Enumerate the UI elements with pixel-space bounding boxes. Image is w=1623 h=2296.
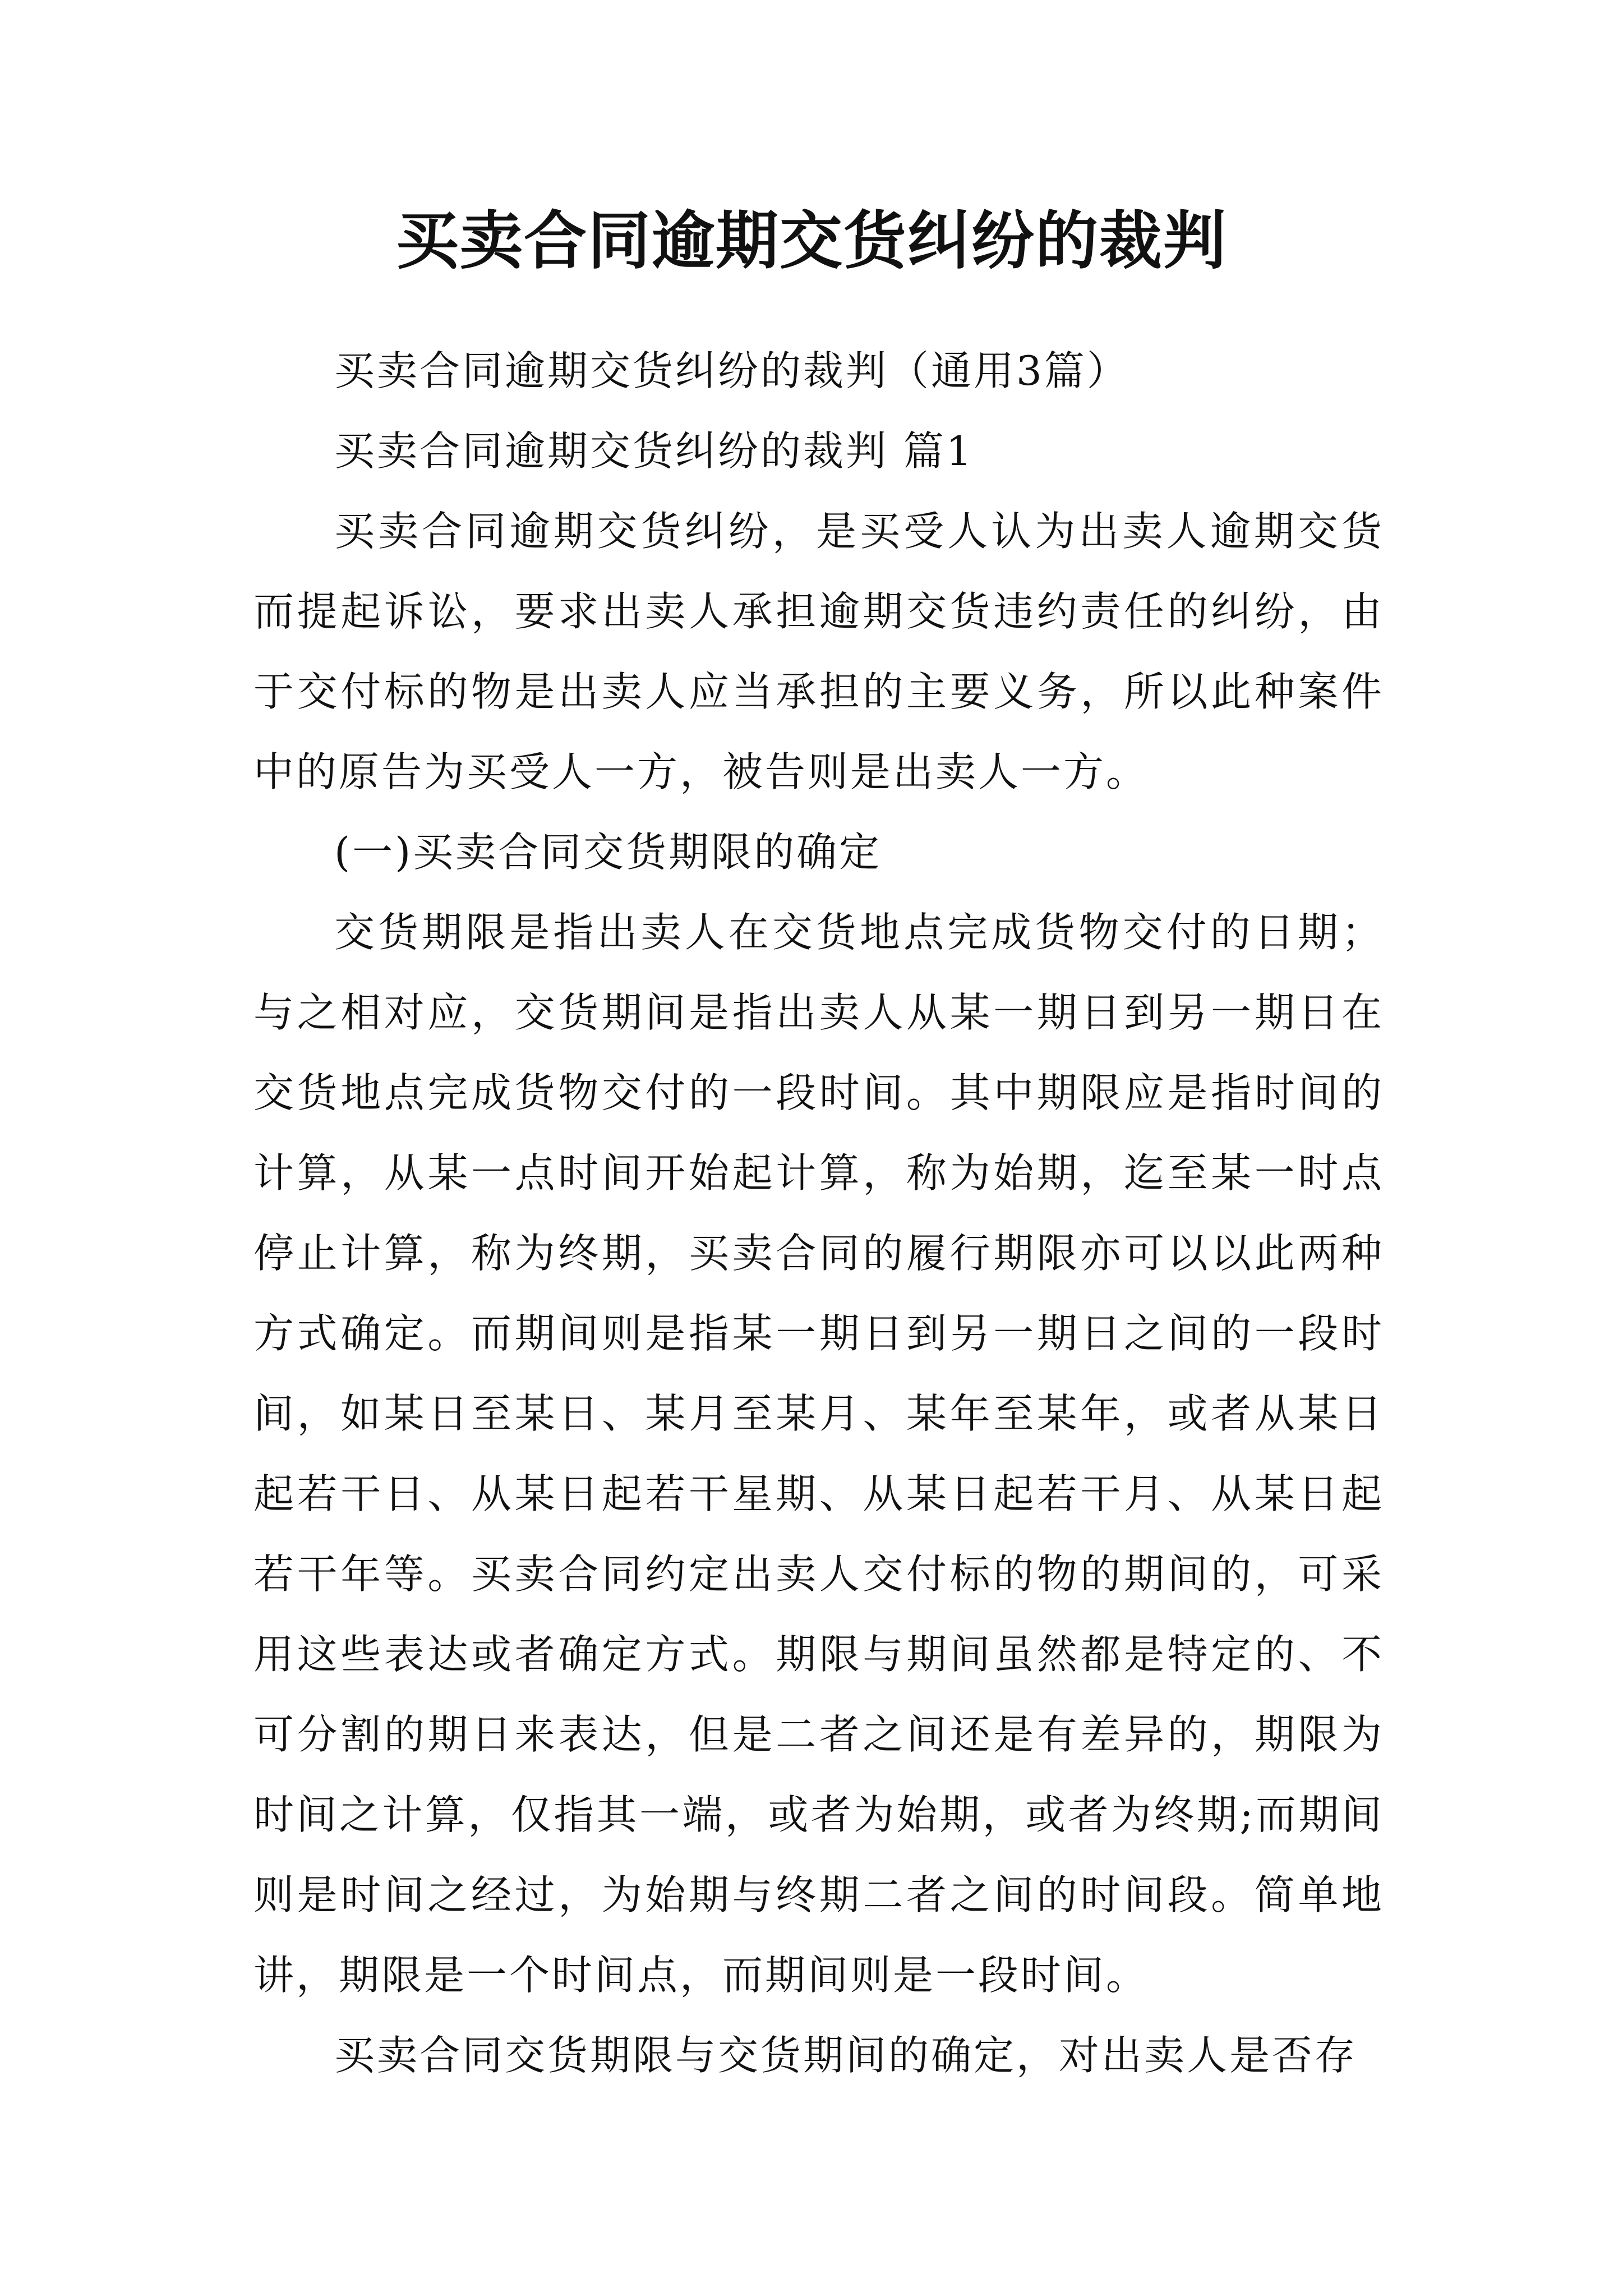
- paragraph: 买卖合同交货期限与交货期间的确定，对出卖人是否存: [334, 2032, 1358, 2079]
- paragraph-subheading: (一)买卖合同交货期限的确定: [334, 829, 882, 876]
- paragraph: 买卖合同逾期交货纠纷，是买受人认为出卖人逾期交货而提起诉讼，要求出卖人承担逾期交货违约责任的纠纷，由于交付标的物是出卖人应当承担的主要义务，所以此种案件中的原告为买受人一方，被告则是出卖人一方。: [253, 508, 1384, 795]
- paragraph-section-heading: 买卖合同逾期交货纠纷的裁判 篇1: [334, 427, 974, 475]
- paragraph-subtitle: 买卖合同逾期交货纠纷的裁判（通用3篇）: [334, 347, 1129, 394]
- paragraph: 交货期限是指出卖人在交货地点完成货物交付的日期；与之相对应，交货期间是指出卖人从某一期日到另一期日在交货地点完成货物交付的一段时间。其中期限应是指时间的计算，从某一点时间开始起计算，称为始期，迄至某一时点停止计算，称为终期，买卖合同的履行期限亦可以以此两种方式确定。而期间则是指某一期日到另一期日之间的一段时间，如某日至某日、某月至某月、某年至某年，或者从某日起若干日、从某日起若干星期、从某日起若干月、从某日起若干年等。买卖合同约定出卖人交付标的物的期间的，可采用这些表达或者确定方式。期限与期间虽然都是特定的、不可分割的期日来表达，但是二者之间还是有差异的，期限为时间之计算，仅指其一端，或者为始期，或者为终期;而期间则是时间之经过，为始期与终期二者之间的时间段。简单地讲，期限是一个时间点，而期间则是一段时间。: [253, 909, 1384, 1999]
- document-title: 买卖合同逾期交货纠纷的裁判: [396, 204, 1227, 278]
- document-body: [253, 331, 1384, 2096]
